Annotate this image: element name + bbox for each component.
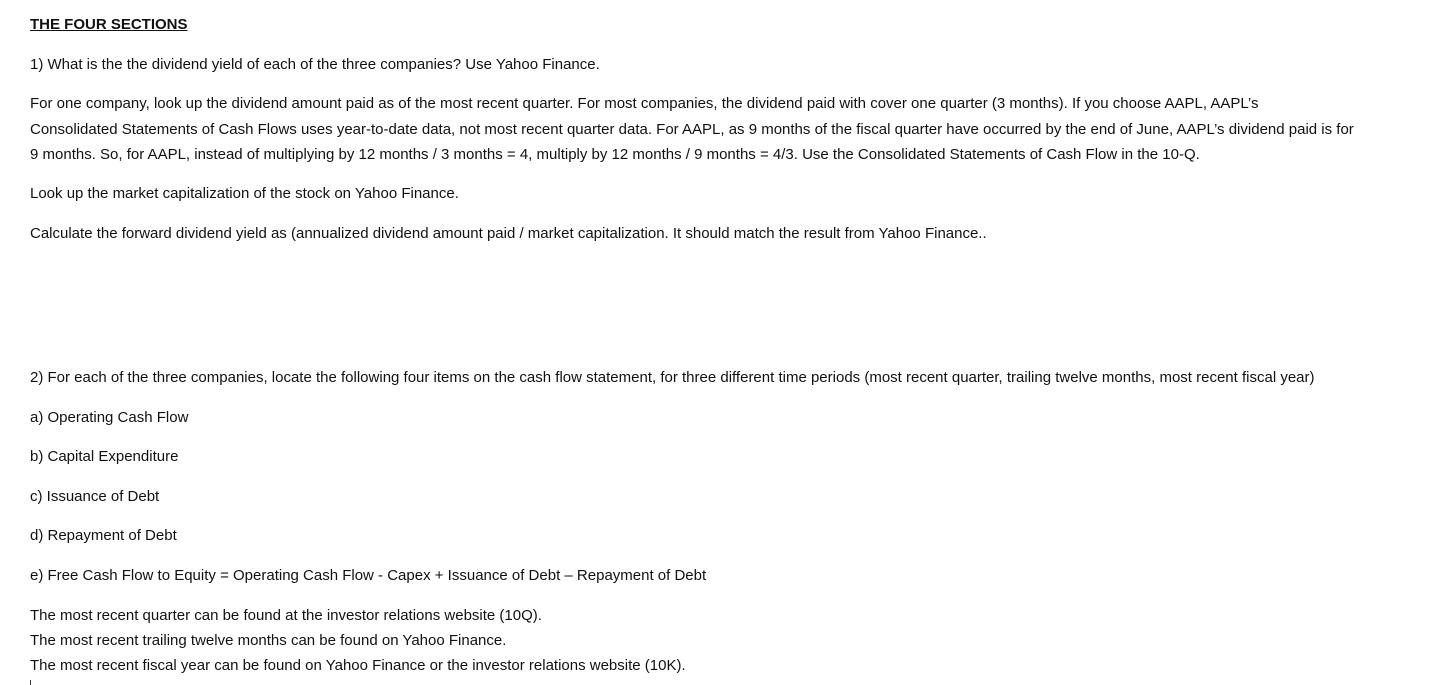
paragraph-line-2: Consolidated Statements of Cash Flows uses year-to-date data, not most recent quarter data. For AAPL, as 9 months of the fiscal quarter have occurred by the end of June, AAPL’s dividend paid is for — [30, 121, 1354, 138]
item-issuance-of-debt: c) Issuance of Debt — [30, 488, 160, 505]
note-recent-quarter: The most recent quarter can be found at the investor relations website (10Q). — [30, 607, 542, 624]
note-trailing-twelve-months: The most recent trailing twelve months can be found on Yahoo Finance. — [30, 632, 507, 649]
item-operating-cash-flow: a) Operating Cash Flow — [30, 409, 189, 426]
paragraph-line-1: For one company, look up the dividend amount paid as of the most recent quarter. For most companies, the dividend paid with cover one quarter (3 months). If you choose AAPL, AAPL’s — [30, 95, 1259, 112]
question-1: 1) What is the the dividend yield of each of the three companies? Use Yahoo Finance. — [30, 56, 600, 73]
note-fiscal-year: The most recent fiscal year can be found on Yahoo Finance or the investor relations website (10K). — [30, 657, 686, 674]
market-cap-instruction: Look up the market capitalization of the stock on Yahoo Finance. — [30, 185, 459, 202]
item-free-cash-flow: e) Free Cash Flow to Equity = Operating Cash Flow - Capex + Issuance of Debt – Repayment of Debt — [30, 567, 707, 584]
calculate-instruction: Calculate the forward dividend yield as (annualized dividend amount paid / market capitalization. It should match the result from Yahoo Finance.. — [30, 225, 987, 242]
item-repayment-of-debt: d) Repayment of Debt — [30, 527, 177, 544]
text-cursor — [30, 680, 31, 685]
paragraph-line-3: 9 months. So, for AAPL, instead of multiplying by 12 months / 3 months = 4, multiply by 12 months / 9 months = 4/3. Use the Consolidated Statements of Cash Flow in the 10-Q. — [30, 146, 1200, 163]
document-page — [30, 0, 1420, 685]
item-capital-expenditure: b) Capital Expenditure — [30, 448, 179, 465]
question-2: 2) For each of the three companies, locate the following four items on the cash flow statement, for three different time periods (most recent quarter, trailing twelve months, most recent fiscal year) — [30, 369, 1315, 386]
section-heading: THE FOUR SECTIONS — [30, 16, 188, 33]
